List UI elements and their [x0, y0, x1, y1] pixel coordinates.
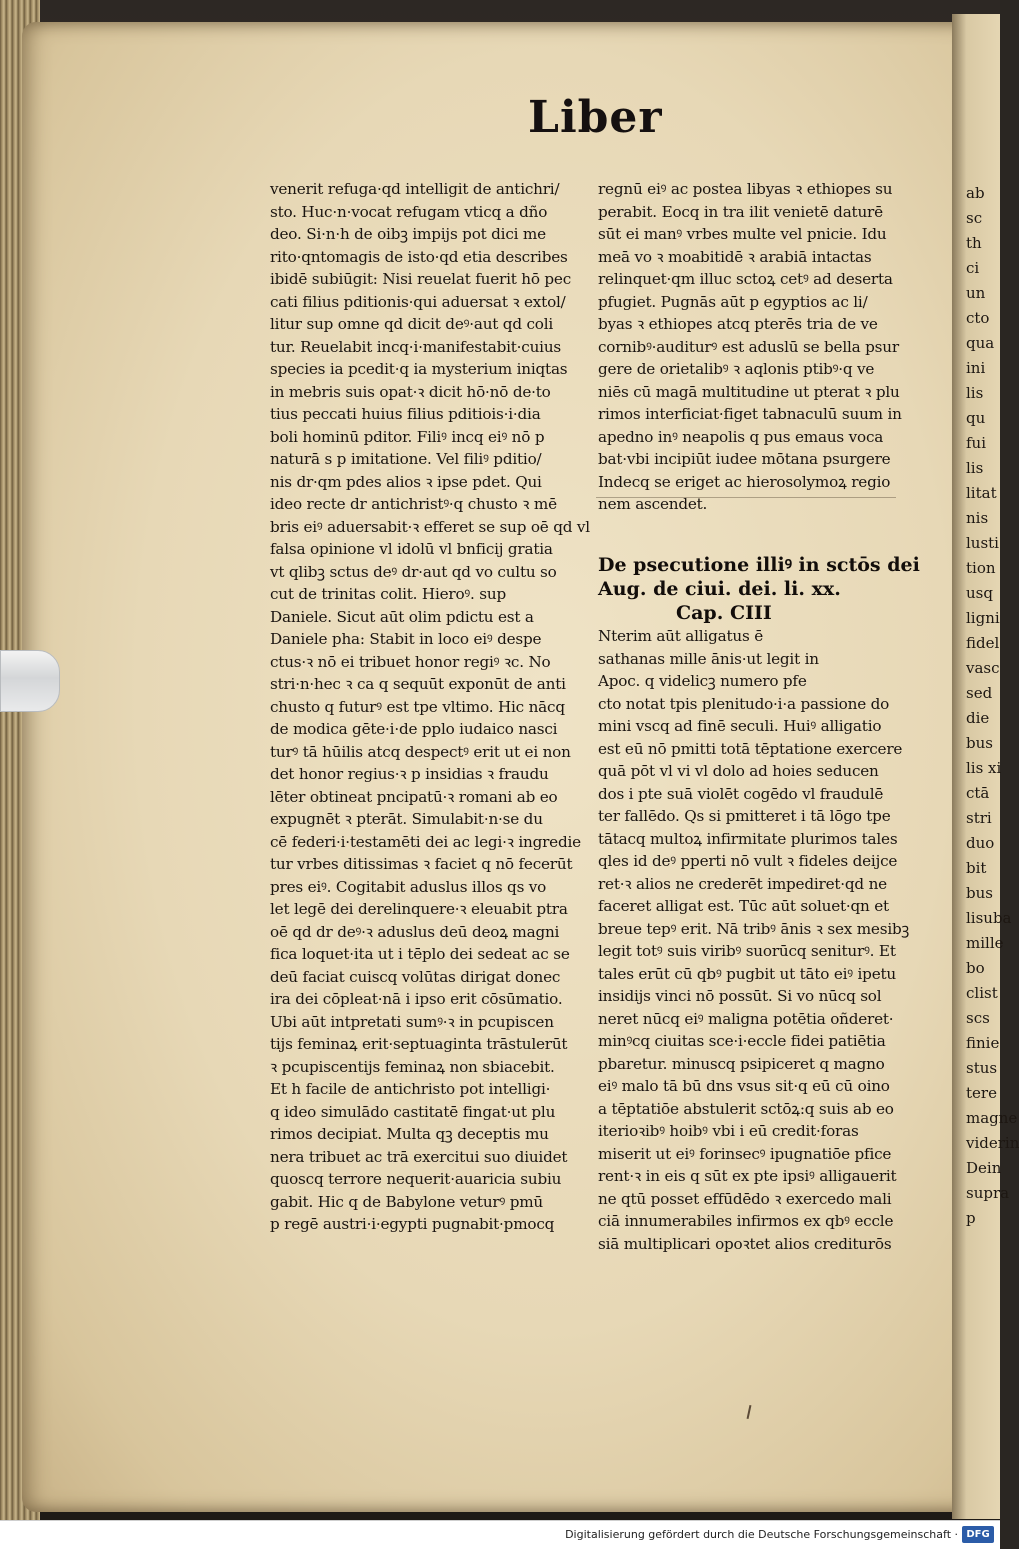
text-line: siā multiplicari opoꝛtet alios crediturōs — [598, 1234, 892, 1253]
facing-page-fragment: vasc — [966, 659, 1000, 677]
text-line: est eū nō pmitti totā tēptatione exercere — [598, 739, 903, 758]
text-line: sathanas mille ānis·ut legit in — [598, 649, 819, 668]
facing-page-fragment: ligni — [966, 609, 1000, 627]
facing-page-fragment: finie — [966, 1034, 1000, 1052]
text-line: expugnēt ꝛ pterāt. Simulabit·n·se du — [270, 810, 543, 828]
page-clip — [0, 650, 60, 712]
text-line: breue tepꝰ erit. Nā tribꝰ ānis ꝛ sex mesibꝫ — [598, 919, 910, 938]
digitization-footer — [0, 1520, 1000, 1549]
text-line: niēs cū magā multitudine ut pterat ꝛ plu — [598, 382, 900, 401]
facing-page-fragment: ini — [966, 359, 986, 377]
text-line: Daniele. Sicut aūt olim pdictu est a — [270, 607, 534, 626]
text-line: species ia pcedit·q ia mysterium iniqtas — [270, 360, 568, 378]
facing-page-fragment: nis — [966, 509, 989, 527]
facing-page-fragment: lis — [966, 384, 984, 402]
text-line: gabit. Hic q de Babylone veturꝰ pmū — [270, 1192, 543, 1211]
text-line: boli hominū pditor. Filiꝰ incq eiꝰ nō p — [270, 427, 545, 446]
facing-page-fragment: bus — [966, 734, 993, 752]
facing-page-fragment: tere — [966, 1084, 997, 1102]
text-line: ter fallēdo. Qs si pmitteret i tā lōgo tpe — [598, 807, 891, 825]
facing-page-fragment: lusti — [966, 534, 999, 552]
facing-page-fragment: lis xi — [966, 759, 1002, 777]
text-line: pres eiꝰ. Cogitabit aduslus illos qs vo — [270, 877, 547, 896]
chapter-label: Cap. CIII — [676, 602, 772, 624]
text-line: rito·qntomagis de isto·qd etia describes — [270, 247, 568, 266]
text-line: nis dr·qm pdes alios ꝛ ipse pdet. Qui — [270, 472, 542, 491]
facing-page-fragment: bit — [966, 859, 987, 877]
text-line: venerit refuga·qd intelligit de antichri/ — [270, 180, 560, 198]
text-line: oē qd dr deꝰ·ꝛ aduslus deū deoꝝ magni — [270, 922, 560, 941]
text-line: let legē dei derelinquere·ꝛ eleuabit ptra — [270, 900, 568, 918]
text-line: det honor regius·ꝛ p insidias ꝛ fraudu — [270, 765, 549, 783]
facing-page-fragment: scs — [966, 1009, 990, 1027]
text-line: tātacq multoꝝ infirmitate plurimos tales — [598, 829, 898, 848]
text-line: p regē austri·i·egypti pugnabit·pmocq — [270, 1215, 555, 1233]
facing-page-fragment: bo — [966, 959, 985, 977]
text-line: in mebris suis opat·ꝛ dicit hō·nō de·to — [270, 382, 551, 401]
text-line: Et h facile de antichristo pot intelligi· — [270, 1080, 551, 1098]
text-line: neret nūcq eiꝰ maligna potētia oñderet· — [598, 1009, 894, 1028]
text-line: Apoc. q videlicꝫ numero pfe — [598, 672, 807, 690]
text-line: de modica gēte·i·de pplo iudaico nasci — [270, 720, 558, 738]
facing-page-fragment: viderin — [966, 1134, 1019, 1152]
text-line: apedno inꝰ neapolis q pus emaus voca — [598, 427, 884, 446]
text-line: perabit. Eocq in tra ilit venietē daturē — [598, 202, 883, 221]
text-line: pbaretur. minuscq psipiceret q magno — [598, 1054, 885, 1073]
facing-page-fragment: litat — [966, 484, 997, 502]
text-line: cē federi·i·testamēti dei ac legi·ꝛ ingredie — [270, 832, 581, 851]
facing-page-fragment: clist — [966, 984, 998, 1002]
text-line: nera tribuet ac trā exercitui suo diuidet — [270, 1147, 568, 1166]
left-text-column — [270, 178, 590, 1236]
facing-page-fragment: Dein — [966, 1159, 1002, 1177]
heading-line-2: Aug. de ciui. dei. li. xx. — [598, 578, 841, 600]
facing-page-fragment: bus — [966, 884, 993, 902]
facing-page-fragment: usq — [966, 584, 993, 602]
footer-credit: Digitalisierung gefördert durch die Deutsche Forschungsgemeinschaft · — [565, 1528, 958, 1541]
facing-page-fragment: qu — [966, 409, 986, 427]
text-line: byas ꝛ ethiopes atcq pterēs tria de ve — [598, 315, 878, 333]
text-line: tur vrbes ditissimas ꝛ faciet q nō fecerūt — [270, 855, 573, 873]
facing-page-fragment: th — [966, 234, 982, 252]
text-line: minꝰcq ciuitas sce·i·eccle fidei patiētia — [598, 1032, 886, 1050]
text-line: Ubi aūt intpretati sumꝰ·ꝛ in pcupiscen — [270, 1012, 554, 1031]
text-line: litur sup omne qd dicit deꝰ·aut qd coli — [270, 315, 554, 333]
facing-page-fragment: sc — [966, 209, 983, 227]
facing-page-fragment: fidel — [966, 634, 1000, 652]
text-line: regnū eiꝰ ac postea libyas ꝛ ethiopes su — [598, 180, 893, 198]
facing-page-fragment: cto — [966, 309, 990, 327]
text-line: rent·ꝛ in eis q sūt ex pte ipsiꝰ alligauerit — [598, 1167, 897, 1185]
text-line: cornibꝰ·auditurꝰ est aduslū se bella psur — [598, 337, 899, 356]
text-line: tur. Reuelabit incq·i·manifestabit·cuius — [270, 337, 562, 356]
facing-page-fragment: duo — [966, 834, 995, 852]
text-line: insidijs vinci nō possūt. Si vo nūcq sol — [598, 987, 882, 1005]
text-line: mini vscq ad finē seculi. Huiꝰ alligatio — [598, 717, 882, 735]
text-line: ideo recte dr antichristꝰ·q chusto ꝛ mē — [270, 495, 557, 513]
heading-line-1: De psecutione illiꝰ in sctōs dei — [598, 554, 920, 576]
text-line: ciā innumerabiles infirmos ex qbꝰ eccle — [598, 1212, 894, 1230]
facing-page-fragment: sed — [966, 684, 993, 702]
text-line: eiꝰ malo tā bū dns vsus sit·q eū cū oino — [598, 1077, 890, 1095]
dfg-logo: DFG — [962, 1526, 994, 1543]
text-line: Nterim aūt alligatus ē — [598, 627, 763, 645]
facing-page-fragment: supra — [966, 1184, 1010, 1202]
text-line: chusto q futurꝰ est tpe vltimo. Hic nācq — [270, 697, 565, 716]
text-line: sūt ei manꝰ vrbes multe vel pnicie. Idu — [598, 225, 887, 243]
text-line: naturā s p imitatione. Vel filiꝰ pditio/ — [270, 450, 542, 468]
facing-page-fragment: mille — [966, 934, 1004, 952]
text-line: iterioꝛibꝰ hoibꝰ vbi i eū credit·foras — [598, 1122, 859, 1140]
text-line: legit totꝰ suis viribꝰ suorūcq seniturꝰ. Et — [598, 942, 896, 960]
text-line: ꝛ pcupiscentijs feminaꝝ non sbiacebit. — [270, 1057, 555, 1076]
text-line: lēter obtineat pncipatū·ꝛ romani ab eo — [270, 787, 558, 806]
text-line: rimos decipiat. Multa qꝫ deceptis mu — [270, 1125, 549, 1143]
text-line: cto notat tpis plenitudo·i·a passione do — [598, 694, 890, 713]
running-head: Liber — [528, 92, 663, 143]
text-line: stri·n·hec ꝛ ca q sequūt exponūt de anti — [270, 675, 566, 693]
facing-page-fragment: lis — [966, 459, 984, 477]
text-line: meā vo ꝛ moabitidē ꝛ arabiā intactas — [598, 247, 872, 266]
text-line: miserit ut eiꝰ forinsecꝰ ipugnatiōe pfice — [598, 1144, 892, 1163]
text-line: pfugiet. Pugnās aūt p egyptios ac li/ — [598, 292, 868, 311]
facing-page-fragment: p — [966, 1209, 976, 1227]
facing-page-fragment: qua — [966, 334, 995, 352]
facing-page-fragment: fui — [966, 434, 987, 452]
text-line: turꝰ tā hūilis atcq despectꝰ erit ut ei non — [270, 742, 571, 761]
text-line: bris eiꝰ aduersabit·ꝛ efferet se sup oē qd vl — [270, 517, 590, 536]
text-line: sto. Huc·n·vocat refugam vticq a dño — [270, 202, 548, 221]
text-line: falsa opinione vl idolū vl bnficij gratia — [270, 540, 553, 558]
text-line: nem ascendet. — [598, 495, 708, 513]
facing-page-fragment: ci — [966, 259, 980, 277]
facing-page-fragment: lisuba — [966, 909, 1012, 927]
text-line: ira dei cōpleat·nā i ipso erit cōsūmatio. — [270, 990, 563, 1008]
facing-page-fragment: stri — [966, 809, 992, 827]
text-line: gere de orietalibꝰ ꝛ aqlonis ptibꝰ·q ve — [598, 360, 875, 378]
facing-page-fragment: ctā — [966, 784, 990, 802]
facing-page-fragment: ab — [966, 184, 985, 202]
text-line: cut de trinitas colit. Hieroꝰ. sup — [270, 585, 506, 603]
facing-page-fragment: stus — [966, 1059, 998, 1077]
text-line: faceret alligat est. Tūc aūt soluet·qn et — [598, 897, 889, 915]
text-line: fica loquet·ita ut i tēplo dei sedeat ac se — [270, 945, 570, 963]
show-through-line — [596, 497, 896, 498]
text-line: a tēptatiōe abstulerit sctōꝝ:q suis ab eo — [598, 1099, 894, 1118]
text-line: ret·ꝛ alios ne crederēt impediret·qd ne — [598, 874, 887, 893]
facing-page-fragment: tion — [966, 559, 996, 577]
text-line: dos i pte suā violēt cogēdo vl fraudulē — [598, 784, 884, 803]
text-line: ibidē subiūgit: Nisi reuelat fuerit hō pec — [270, 270, 572, 288]
facing-page-fragment: un — [966, 284, 986, 302]
text-line: tius peccati huius filius pditiois·i·dia — [270, 405, 541, 423]
text-line: deo. Si·n·h de oibꝫ impijs pot dici me — [270, 225, 546, 243]
facing-page-fragment: magne — [966, 1109, 1018, 1127]
text-line: quoscq terrore nequerit·auaricia subiu — [270, 1170, 562, 1188]
right-text-column-top — [598, 178, 908, 516]
text-line: qles id deꝰ pperti nō vult ꝛ fideles deijce — [598, 852, 898, 870]
text-line: q ideo simulādo castitatē fingat·ut plu — [270, 1102, 556, 1121]
text-line: ctus·ꝛ nō ei tribuet honor regiꝰ ꝛc. No — [270, 652, 551, 671]
text-line: deū faciat cuiscq volūtas dirigat donec — [270, 967, 561, 986]
text-line: Indecq se eriget ac hierosolymoꝝ regio — [598, 472, 891, 491]
right-text-column-bottom — [598, 625, 918, 1255]
text-line: cati filius pditionis·qui aduersat ꝛ extol/ — [270, 292, 566, 311]
chapter-heading — [598, 553, 918, 625]
text-line: relinquet·qm illuc sctoꝝ cetꝰ ad deserta — [598, 270, 893, 288]
text-line: ne qtū posset effūdēdo ꝛ exercedo mali — [598, 1189, 892, 1208]
facing-page-fragment: die — [966, 709, 990, 727]
text-line: tales erūt cū qbꝰ pugbit ut tāto eiꝰ ipetu — [598, 964, 896, 983]
text-line: tijs feminaꝝ erit·septuaginta trāstulerūt — [270, 1035, 568, 1053]
facing-page-edge — [952, 14, 1019, 1519]
text-line: quā pōt vl vi vl dolo ad hoies seducen — [598, 762, 879, 780]
text-line: bat·vbi incipiūt iudee mōtana psurgere — [598, 450, 891, 468]
text-line: vt qlibꝫ sctus deꝰ dr·aut qd vo cultu so — [270, 562, 557, 581]
text-line: Daniele pha: Stabit in loco eiꝰ despe — [270, 630, 542, 648]
text-line: rimos interficiat·figet tabnaculū suum in — [598, 405, 902, 423]
